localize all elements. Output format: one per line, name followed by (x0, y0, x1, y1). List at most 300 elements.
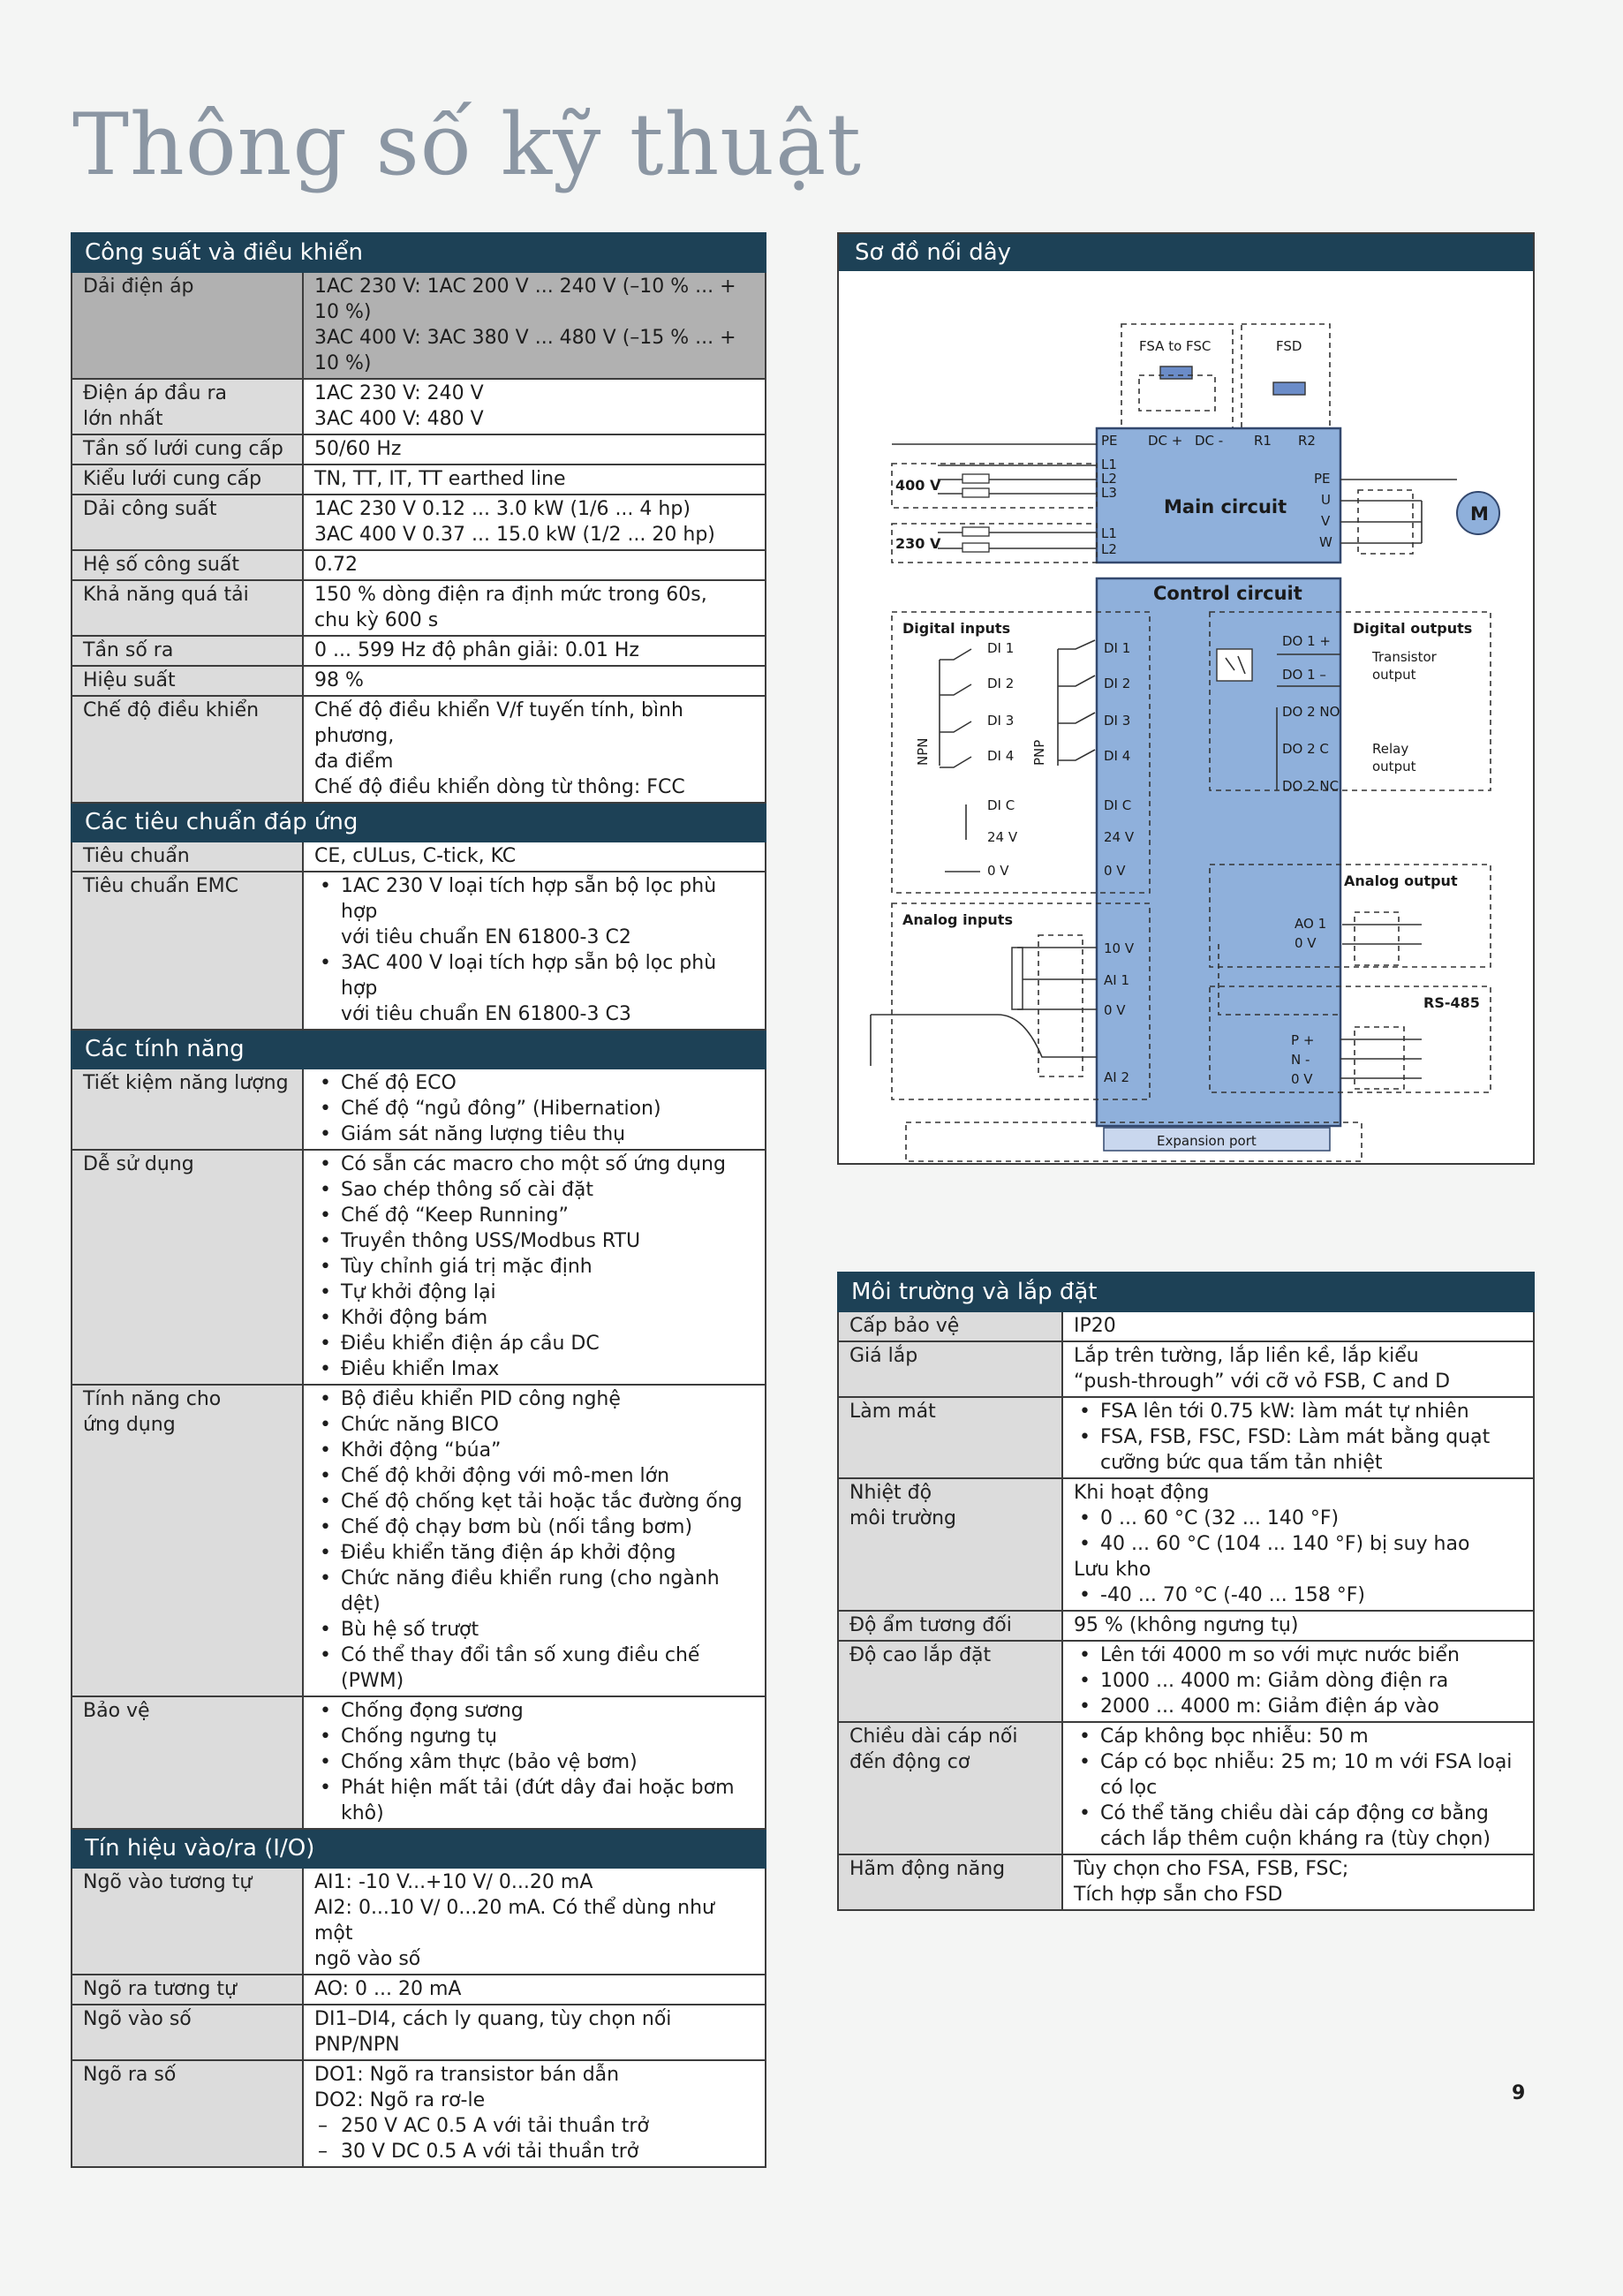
spec-row (72, 1868, 766, 1975)
spec-row (72, 1696, 766, 1829)
transistor-output-label: Transistor (1372, 649, 1437, 665)
spec-bullet-text: • Sao chép thông số cài đặt (341, 1179, 594, 1201)
spec-value (303, 872, 766, 1030)
spec-row (72, 636, 766, 666)
spec-row (72, 666, 766, 696)
spec-value (1062, 1341, 1534, 1397)
spec-bullet-list (314, 1386, 754, 1694)
spec-label (72, 2060, 303, 2167)
spec-label (838, 1611, 1062, 1641)
wiring-diagram (839, 271, 1533, 1165)
spec-bullet-item (314, 1775, 754, 1826)
environment-section-header: Môi trường và lắp đặt (838, 1273, 1534, 1311)
spec-label (838, 1397, 1062, 1478)
spec-row (72, 580, 766, 636)
spec-value-line: 0 ... 599 Hz độ phân giải: 0.01 Hz (314, 639, 639, 661)
spec-bullet-item (314, 1305, 754, 1331)
spec-value-line: chu kỳ 600 s (314, 609, 439, 631)
spec-value-line: AI2: 0...10 V/ 0...20 mA. Có thể dùng như một (314, 1897, 714, 1945)
spec-label (72, 872, 303, 1030)
spec-label-line: Tiêu chuẩn (83, 845, 190, 867)
terminal-do1-minus: DO 1 – (1282, 667, 1326, 683)
spec-bullet-item: – 250 V AC 0.5 A với tải thuần trở (314, 2113, 754, 2139)
terminal-dic: DI C (1104, 797, 1132, 813)
spec-label (72, 580, 303, 636)
spec-value-line: 98 % (314, 669, 364, 691)
spec-value (303, 434, 766, 464)
terminal-0v-analog: 0 V (1104, 1002, 1126, 1018)
spec-table-environment (837, 1272, 1535, 1911)
input-di3: DI 3 (987, 713, 1015, 729)
terminal-ai2: AI 2 (1104, 1069, 1129, 1085)
spec-label (72, 464, 303, 495)
spec-row (72, 550, 766, 580)
spec-label (838, 1641, 1062, 1722)
spec-label (72, 1696, 303, 1829)
optocoupler-icon (1217, 649, 1252, 681)
spec-bullet-item (314, 1540, 754, 1566)
spec-bullet-item (1074, 1399, 1522, 1424)
relay-output-label: Relay (1372, 741, 1409, 757)
spec-bullet-item (314, 1096, 754, 1122)
spec-bullet-text: • Truyền thông USS/Modbus RTU (341, 1230, 641, 1252)
wiring-diagram-panel (837, 232, 1535, 1165)
spec-value (303, 464, 766, 495)
terminal-ai1: AI 1 (1104, 972, 1129, 988)
spec-value (303, 550, 766, 580)
standards-section-header: Các tiêu chuẩn đáp ứng (72, 803, 766, 842)
spec-bullet-item (314, 1203, 754, 1228)
spec-bullet-text: • 1000 ... 4000 m: Giảm dòng điện ra (1100, 1670, 1449, 1692)
spec-bullet-item (314, 1412, 754, 1438)
spec-value (303, 2060, 766, 2167)
spec-bullet-text: với tiêu chuẩn EN 61800-3 C2 (341, 926, 631, 948)
io-section-header: Tín hiệu vào/ra (I/O) (72, 1829, 766, 1868)
spec-label-line: đến động cơ (849, 1751, 970, 1773)
analog-output-label: Analog output (1344, 872, 1458, 889)
spec-row (72, 842, 766, 872)
spec-row (72, 2060, 766, 2167)
spec-bullet-list (314, 1070, 754, 1147)
spec-bullet-text: • Có thể tăng chiều dài cáp động cơ bằng (1100, 1802, 1489, 1824)
spec-value-line: DO1: Ngõ ra transistor bán dẫn (314, 2064, 620, 2086)
spec-bullet-item (314, 1489, 754, 1514)
spec-value-line: DI1–DI4, cách ly quang, tùy chọn nối PNP/NPN (314, 2008, 672, 2056)
spec-value (303, 580, 766, 636)
input-0v: 0 V (987, 863, 1009, 879)
spec-bullet-text: • Phát hiện mất tải (đứt dây đai hoặc bơm (341, 1777, 735, 1799)
spec-bullet-text: • Chống đọng sương (341, 1700, 524, 1722)
transistor-output-label-2: output (1372, 667, 1416, 683)
spec-value-line: AI1: -10 V...+10 V/ 0...20 mA (314, 1871, 593, 1893)
terminal-do2-nc: DO 2 NC (1282, 778, 1340, 794)
spec-label (72, 696, 303, 803)
spec-bullet-item (314, 1617, 754, 1643)
spec-bullet-text: • Giám sát năng lượng tiêu thụ (341, 1123, 626, 1145)
spec-bullet-item (1074, 1749, 1522, 1801)
spec-value-line: Lắp trên tường, lắp liền kề, lắp kiểu (1074, 1345, 1419, 1367)
spec-bullet-item (1074, 1531, 1522, 1557)
spec-bullet-list (314, 1152, 754, 1382)
spec-row (72, 1975, 766, 2005)
spec-row (72, 434, 766, 464)
spec-bullet-item (1074, 1582, 1522, 1608)
spec-row (838, 1641, 1534, 1722)
digital-inputs-label: Digital inputs (902, 620, 1011, 637)
spec-label (72, 379, 303, 434)
spec-label (838, 1722, 1062, 1854)
spec-row (72, 696, 766, 803)
spec-row (838, 1397, 1534, 1478)
spec-value (1062, 1611, 1534, 1641)
spec-label-line: Hiệu suất (83, 669, 176, 691)
spec-value-line: TN, TT, IT, TT earthed line (314, 468, 566, 490)
brake-resistor-icon (1160, 366, 1192, 379)
supply-230v-label: 230 V (895, 535, 941, 552)
input-di4: DI 4 (987, 748, 1015, 764)
input-24v: 24 V (987, 829, 1018, 845)
digital-outputs-label: Digital outputs (1353, 620, 1473, 637)
spec-bullet-text: • Khởi động “búa” (341, 1439, 502, 1461)
terminal-di3: DI 3 (1104, 713, 1131, 729)
spec-row (838, 1311, 1534, 1341)
spec-row (838, 1341, 1534, 1397)
spec-bullet-item (314, 1331, 754, 1356)
spec-value-line: 1AC 230 V 0.12 ... 3.0 kW (1/6 ... 4 hp) (314, 498, 691, 520)
spec-bullet-list (314, 873, 754, 1027)
spec-label-line: Hãm động năng (849, 1858, 1006, 1880)
spec-bullet-item (314, 950, 754, 1027)
spec-value-line: IP20 (1074, 1315, 1116, 1337)
fsa-to-fsc-label: FSA to FSC (1139, 338, 1212, 354)
spec-value (1062, 1478, 1534, 1611)
spec-value (303, 1696, 766, 1829)
spec-label-line: Tiết kiệm năng lượng (83, 1072, 289, 1094)
spec-label (72, 272, 303, 379)
spec-value-line: Tùy chọn cho FSA, FSB, FSC; (1074, 1858, 1349, 1880)
spec-bullet-item (314, 1566, 754, 1617)
spec-label (72, 1150, 303, 1385)
right-spec-column (837, 1272, 1535, 1911)
expansion-port-label: Expansion port (1157, 1133, 1257, 1149)
spec-bullet-text: • Chống ngưng tụ (341, 1726, 497, 1748)
terminal-24v: 24 V (1104, 829, 1135, 845)
spec-row (72, 1385, 766, 1696)
spec-row (72, 872, 766, 1030)
npn-label: NPN (915, 737, 931, 766)
terminal-pe: PE (1101, 433, 1118, 449)
spec-label-line: ứng dụng (83, 1414, 176, 1436)
brake-resistor-icon (1273, 382, 1305, 395)
terminal-ao1: AO 1 (1295, 916, 1327, 932)
spec-value-line: 95 % (không ngưng tụ) (1074, 1614, 1299, 1636)
spec-label-line: Khả năng quá tải (83, 584, 249, 606)
control-circuit-label: Control circuit (1153, 583, 1302, 604)
terminal-do2-c: DO 2 C (1282, 741, 1329, 757)
power-section-header: Công suất và điều khiển (72, 233, 766, 272)
features-section-header: Các tính năng (72, 1030, 766, 1069)
spec-label-line: Ngõ ra số (83, 2064, 177, 2086)
spec-bullet-text: • 0 ... 60 °C (32 ... 140 °F) (1100, 1507, 1340, 1529)
input-di1: DI 1 (987, 640, 1015, 656)
spec-value-line: Khi hoạt động (1074, 1482, 1210, 1504)
main-circuit-label: Main circuit (1164, 496, 1287, 517)
spec-label (72, 1975, 303, 2005)
spec-value (1062, 1311, 1534, 1341)
pnp-label: PNP (1031, 739, 1047, 766)
spec-bullet-text: • Khởi động bám (341, 1307, 488, 1329)
terminal-0v: 0 V (1104, 863, 1126, 879)
spec-bullet-text: cưỡng bức qua tấm tản nhiệt (1100, 1452, 1383, 1474)
spec-bullet-text: • Có thể thay đổi tần số xung điều chế (PWM) (341, 1644, 700, 1692)
analog-inputs-label: Analog inputs (902, 911, 1013, 928)
spec-bullet-text: • Chức năng BICO (341, 1414, 499, 1436)
spec-bullet-item (314, 1386, 754, 1412)
fsd-label: FSD (1276, 338, 1302, 354)
spec-label-line: Độ ẩm tương đối (849, 1614, 1012, 1636)
spec-label-line: Dải điện áp (83, 276, 194, 298)
spec-bullet-item (1074, 1801, 1522, 1852)
spec-value (303, 379, 766, 434)
spec-label (72, 1385, 303, 1696)
spec-bullet-text: • Cáp có bọc nhiễu: 25 m; 10 m với FSA loại (1100, 1751, 1513, 1773)
terminal-di2: DI 2 (1104, 676, 1131, 691)
spec-row (72, 379, 766, 434)
spec-label-line: Nhiệt độ (849, 1482, 932, 1504)
spec-bullet-text: • Lên tới 4000 m so với mực nước biển (1100, 1644, 1460, 1666)
spec-bullet-text: • 2000 ... 4000 m: Giảm điện áp vào (1100, 1696, 1439, 1718)
spec-label-line: Chế độ điều khiển (83, 699, 260, 721)
spec-bullet-text: • Điều khiển tăng điện áp khởi động (341, 1542, 676, 1564)
spec-bullet-item (1074, 1424, 1522, 1476)
spec-bullet-item (314, 1280, 754, 1305)
spec-label-line: Độ cao lắp đặt (849, 1644, 992, 1666)
spec-bullet-item (314, 1724, 754, 1749)
spec-bullet-item (1074, 1668, 1522, 1694)
spec-value-line: AO: 0 ... 20 mA (314, 1978, 462, 2000)
terminal-v: V (1321, 513, 1331, 529)
spec-value-line: 1AC 230 V: 1AC 200 V ... 240 V (–10 % ... + 10 %) (314, 276, 736, 323)
spec-label (838, 1854, 1062, 1910)
spec-value-line: Chế độ điều khiển dòng từ thông: FCC (314, 776, 685, 798)
spec-bullet-text: • Chế độ chống kẹt tải hoặc tắc đường ống (341, 1491, 743, 1513)
spec-bullet-text: • -40 ... 70 °C (-40 ... 158 °F) (1100, 1584, 1365, 1606)
spec-bullet-text: • 3AC 400 V loại tích hợp sẵn bộ lọc phù hợp (341, 952, 717, 1000)
terminal-w: W (1319, 534, 1332, 550)
terminal-do2-no: DO 2 NO (1282, 704, 1340, 720)
spec-bullet-item (314, 1122, 754, 1147)
spec-label (838, 1341, 1062, 1397)
spec-label-line: Ngõ vào tương tự (83, 1871, 253, 1893)
terminal-pe-out: PE (1314, 471, 1331, 487)
spec-value-line: ngõ vào số (314, 1948, 421, 1970)
terminal-dc-minus: DC - (1195, 433, 1224, 449)
spec-bullet-text: • Điều khiển điện áp cầu DC (341, 1333, 600, 1355)
spec-row (72, 1150, 766, 1385)
spec-value-line: Tích hợp sẵn cho FSD (1074, 1884, 1283, 1906)
terminal-l1-230: L1 (1101, 525, 1117, 541)
spec-bullet-text: • 1AC 230 V loại tích hợp sẵn bộ lọc phù hợp (341, 875, 717, 923)
terminal-l2-230: L2 (1101, 541, 1117, 557)
spec-value-line: 50/60 Hz (314, 438, 402, 460)
spec-value (303, 696, 766, 803)
spec-label-line: Bảo vệ (83, 1700, 150, 1722)
spec-value (303, 2005, 766, 2060)
spec-bullet-list (314, 1698, 754, 1826)
spec-row (72, 464, 766, 495)
spec-row (72, 1069, 766, 1150)
motor-label: M (1470, 503, 1489, 525)
spec-label (838, 1311, 1062, 1341)
terminal-0v-rs485: 0 V (1291, 1071, 1313, 1087)
spec-value-line: Lưu kho (1074, 1559, 1151, 1581)
input-dic: DI C (987, 797, 1015, 813)
spec-bullet-text: cách lắp thêm cuộn kháng ra (tùy chọn) (1100, 1828, 1491, 1850)
spec-value (303, 1975, 766, 2005)
spec-bullet-text: • Cáp không bọc nhiễu: 50 m (1100, 1726, 1369, 1748)
spec-label-line: Điện áp đầu ra (83, 382, 227, 404)
spec-bullet-text: • Chế độ chạy bơm bù (nối tầng bơm) (341, 1516, 693, 1538)
spec-bullet-text: • Chức năng điều khiển rung (cho ngành dệt) (341, 1567, 720, 1615)
spec-value (303, 495, 766, 550)
spec-value (303, 1868, 766, 1975)
spec-label-line: Cấp bảo vệ (849, 1315, 960, 1337)
spec-label (72, 434, 303, 464)
spec-label-line: Dải công suất (83, 498, 217, 520)
spec-value (303, 1069, 766, 1150)
spec-bullet-text: • Chống xâm thực (bảo vệ bơm) (341, 1751, 638, 1773)
spec-label-line: Tần số lưới cung cấp (83, 438, 283, 460)
spec-bullet-text: • Tự khởi động lại (341, 1281, 496, 1303)
wiring-diagram-title: Sơ đồ nối dây (839, 234, 1533, 271)
spec-value (303, 1385, 766, 1696)
spec-value (303, 666, 766, 696)
spec-bullet-text: có lọc (1100, 1777, 1158, 1799)
spec-label (838, 1478, 1062, 1611)
spec-bullet-item (314, 1438, 754, 1463)
terminal-di1: DI 1 (1104, 640, 1131, 656)
spec-value-line: DO2: Ngõ ra rơ-le (314, 2089, 486, 2111)
spec-bullet-item (314, 1070, 754, 1096)
spec-label (72, 1069, 303, 1150)
potentiometer-icon (1012, 948, 1023, 1009)
spec-bullet-list (1074, 1724, 1522, 1852)
spec-label (72, 666, 303, 696)
spec-bullet-item (314, 873, 754, 950)
terminal-p-plus: P + (1291, 1032, 1315, 1048)
spec-label-line: Giá lắp (849, 1345, 918, 1367)
spec-bullet-item (314, 1698, 754, 1724)
terminal-r1: R1 (1254, 433, 1272, 449)
spec-label (72, 495, 303, 550)
spec-value (1062, 1397, 1534, 1478)
spec-row (838, 1854, 1534, 1910)
spec-row (838, 1722, 1534, 1854)
spec-bullet-text: • 40 ... 60 °C (104 ... 140 °F) bị suy hao (1100, 1533, 1470, 1555)
terminal-l2: L2 (1101, 471, 1117, 487)
spec-bullet-item (1074, 1506, 1522, 1531)
spec-bullet-item (314, 1514, 754, 1540)
spec-label-line: Tần số ra (83, 639, 174, 661)
spec-row (838, 1478, 1534, 1611)
spec-bullet-text: • FSA, FSB, FSC, FSD: Làm mát bằng quạt (1100, 1426, 1491, 1448)
spec-label-line: Hệ số công suất (83, 554, 239, 576)
spec-bullet-text: • FSA lên tới 0.75 kW: làm mát tự nhiên (1100, 1401, 1469, 1423)
input-di2: DI 2 (987, 676, 1015, 691)
spec-bullet-item (314, 1152, 754, 1177)
spec-bullet-item (314, 1463, 754, 1489)
spec-bullet-text: • Bộ điều khiển PID công nghệ (341, 1388, 621, 1410)
spec-bullet-item (314, 1254, 754, 1280)
spec-bullet-text: • Chế độ ECO (341, 1072, 457, 1094)
spec-bullet-item (1074, 1643, 1522, 1668)
spec-label-line: Chiều dài cáp nối (849, 1726, 1018, 1748)
terminal-l1: L1 (1101, 457, 1117, 472)
spec-bullet-text: với tiêu chuẩn EN 61800-3 C3 (341, 1003, 631, 1025)
spec-value (303, 842, 766, 872)
spec-bullet-item (1074, 1724, 1522, 1749)
spec-value-line: 3AC 400 V: 3AC 380 V ... 480 V (–15 % ... + 10 %) (314, 327, 736, 374)
terminal-0v-ao: 0 V (1295, 935, 1317, 951)
spec-value-line: Chế độ điều khiển V/f tuyến tính, bình phương, (314, 699, 683, 747)
terminal-di4: DI 4 (1104, 748, 1131, 764)
spec-value-line: đa điểm (314, 751, 394, 773)
spec-label (72, 636, 303, 666)
terminal-u: U (1321, 492, 1331, 508)
spec-value-line: 3AC 400 V 0.37 ... 15.0 kW (1/2 ... 20 hp) (314, 524, 715, 546)
spec-value (303, 272, 766, 379)
spec-row (838, 1611, 1534, 1641)
spec-row (72, 495, 766, 550)
spec-value (1062, 1641, 1534, 1722)
spec-value-line: “push-through” với cỡ vỏ FSB, C and D (1074, 1371, 1451, 1393)
spec-label-line: Làm mát (849, 1401, 936, 1423)
page-title: Thông số kỹ thuật (72, 95, 862, 194)
spec-value (1062, 1854, 1534, 1910)
spec-label-line: Dễ sử dụng (83, 1153, 194, 1175)
spec-bullet-item (314, 1228, 754, 1254)
terminal-r2: R2 (1298, 433, 1316, 449)
spec-bullet-list (314, 2113, 754, 2164)
terminal-n-minus: N - (1291, 1052, 1310, 1068)
spec-value-line: 0.72 (314, 554, 358, 576)
terminal-do1-plus: DO 1 + (1282, 633, 1332, 649)
relay-output-label-2: output (1372, 759, 1416, 774)
spec-label-line: Tính năng cho (83, 1388, 222, 1410)
spec-bullet-item (314, 1643, 754, 1694)
spec-bullet-list (1074, 1582, 1522, 1608)
spec-value-line: 3AC 400 V: 480 V (314, 408, 484, 430)
spec-value-line: CE, cULus, C-tick, KC (314, 845, 517, 867)
spec-label-line: Kiểu lưới cung cấp (83, 468, 262, 490)
spec-bullet-text: • Chế độ “ngủ đông” (Hibernation) (341, 1098, 661, 1120)
spec-bullet-list (1074, 1399, 1522, 1476)
spec-label (72, 842, 303, 872)
spec-bullet-list (1074, 1643, 1522, 1719)
rs485-label: RS-485 (1423, 994, 1480, 1011)
spec-value-line: 1AC 230 V: 240 V (314, 382, 484, 404)
spec-bullet-text: • Chế độ khởi động với mô-men lớn (341, 1465, 670, 1487)
supply-400v-label: 400 V (895, 477, 941, 494)
spec-label (72, 550, 303, 580)
spec-bullet-text: • Có sẵn các macro cho một số ứng dụng (341, 1153, 726, 1175)
spec-bullet-text: • Bù hệ số trượt (341, 1619, 479, 1641)
spec-label-line: Tiêu chuẩn EMC (83, 875, 238, 897)
spec-value-line: 150 % dòng điện ra định mức trong 60s, (314, 584, 707, 606)
spec-table-left (71, 232, 766, 2168)
spec-row (72, 272, 766, 379)
terminal-10v: 10 V (1104, 940, 1135, 956)
